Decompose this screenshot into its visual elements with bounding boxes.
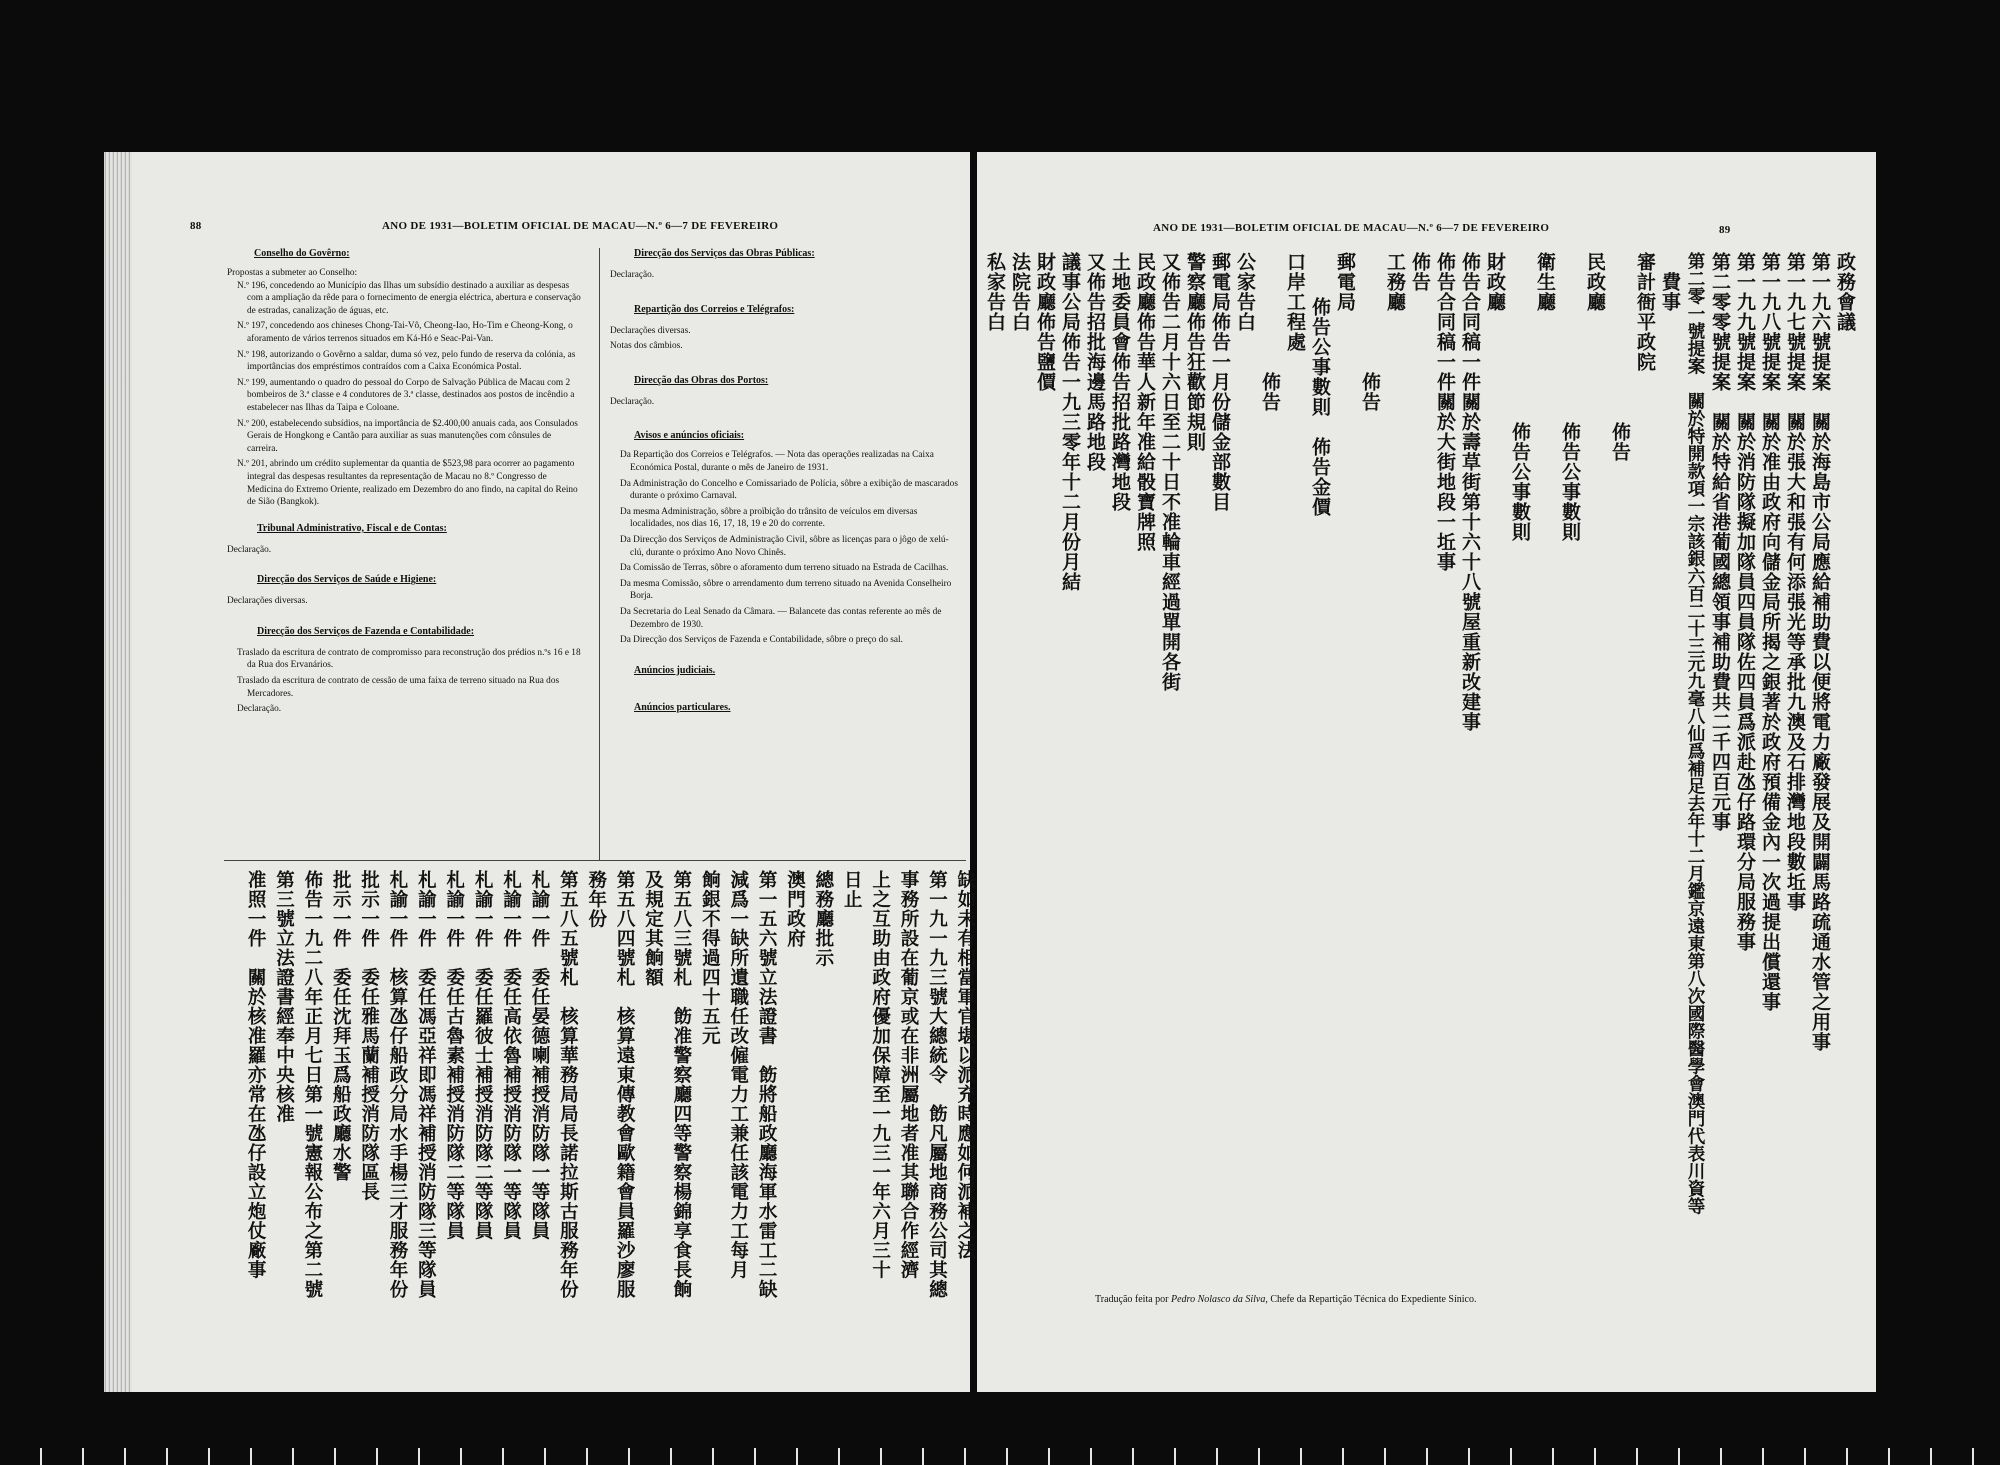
cjk-line: 第二零一號提案 關於特開款項一宗該銀六百二十三元九毫八仙爲補足去年十二月鑑京遠東第八次國際醫學會澳門代表川資等 <box>1685 252 1705 1215</box>
cjk-line: 札諭一件 委任馮亞祥即馮祥補授消防隊三等隊員 <box>415 870 437 1299</box>
cjk-line: 警察廳佈告狂歡節規則 <box>1184 252 1206 452</box>
column-divider <box>599 248 600 860</box>
cjk-line: 佈告公事數則 <box>1559 422 1581 542</box>
fazenda-title: Direcção dos Serviços de Fazenda e Contabilidade: <box>257 625 475 637</box>
credit-name: Pedro Nolasco da Silva, <box>1171 1294 1268 1305</box>
aviso-item: Da Secretaria do Leal Senado da Câmara. — Balancete das contas referente ao mês de Dezembro de 1930. <box>620 606 942 630</box>
cjk-line: 衛生廳 <box>1534 252 1556 312</box>
saude-text: Declarações diversas. <box>227 596 308 607</box>
fazenda-list <box>237 647 582 716</box>
cjk-line: 佈告合同稿一件關於壽草街第十六十八號屋重新改建事 <box>1459 252 1481 732</box>
tribunal-title: Tribunal Administrativo, Fiscal e de Contas: <box>257 522 447 534</box>
cjk-line: 審計衙平政院 <box>1634 252 1656 372</box>
left-page-number: 88 <box>190 220 202 232</box>
cjk-line: 准照一件 關於核准羅亦常在氹仔設立炮仗廠事 <box>245 870 267 1280</box>
left-page <box>104 152 976 1392</box>
cjk-line: 批示一件 委任雅馬蘭補授消防隊區長 <box>358 870 380 1202</box>
binding-edge <box>104 152 132 1392</box>
particulares-title: Anúncios particulares. <box>634 701 731 713</box>
aviso-item: Da mesma Comissão, sôbre o arrendamento dum terreno situado na Avenida Conselheiro Borja. <box>620 578 952 602</box>
cjk-line: 缺如未有相當軍官堪以派充時應如何派補之法 <box>954 870 976 1260</box>
cjk-line: 佈告公事數則 <box>1509 422 1531 542</box>
cjk-line: 又佈告二月十六日至二十日不准輪車經過單開各街 <box>1159 252 1181 692</box>
cjk-line: 務年份 <box>585 870 607 929</box>
obras-publicas-title: Direcção dos Serviços das Obras Públicas: <box>634 248 815 259</box>
aviso-item: Da mesma Administração, sôbre a proïbição do trânsito de veículos em diversas localidades, nos dias 16, 17, 18, 19 e 20 do corrente. <box>620 506 918 530</box>
translation-credit <box>1095 1294 1476 1305</box>
correios-list <box>610 325 965 353</box>
left-column-2 <box>610 248 965 713</box>
proposta-196: N.º 196, concedendo ao Município das Ilhas um subsídio destinado a auxiliar as despesas com a ampliação da rêde para o fornecimento de energia eléctrica, abertura e conservação de estradas, canalização de águas, etc. <box>237 280 581 316</box>
conselho-intro: Propostas a submeter ao Conselho: <box>227 268 358 278</box>
cjk-line: 議事公局佈告一九三零年十二月份月結 <box>1059 252 1081 592</box>
proposta-200: N.º 200, estabelecendo subsídios, na importância de $2.400,00 anuais cada, aos Consulados Gerais de Hongkong e Cantão para auxiliar as suas manutenções com cônsules de carreira. <box>237 418 578 454</box>
cjk-line: 郵電局佈告一月份儲金部數目 <box>1209 252 1231 512</box>
cjk-line: 日止 <box>841 870 863 909</box>
scan-edge-strip <box>0 1448 2000 1465</box>
cjk-line: 第二零零號提案 關於特給省港葡國總領事補助費共二千四百元事 <box>1709 252 1731 832</box>
cjk-line: 第一九一九三號大總統令 飭凡屬地商務公司其總 <box>926 870 948 1299</box>
avisos-list <box>620 449 962 646</box>
cjk-line: 總務廳批示 <box>812 870 834 968</box>
cjk-line: 札諭一件 委任古魯素補授消防隊二等隊員 <box>443 870 465 1241</box>
obras-publicas-text: Declaração. <box>610 270 655 280</box>
cjk-line: 札諭一件 委任晏德喇補授消防隊一等隊員 <box>528 870 550 1241</box>
cjk-line: 土地委員會佈告招批路灣地段 <box>1109 252 1131 512</box>
cjk-line: 佈告 <box>1259 372 1281 412</box>
cjk-line: 費事 <box>1659 272 1681 312</box>
proposta-199: N.º 199, aumentando o quadro do pessoal do Corpo de Salvação Pública de Macau com 2 bombeiros de 3.ª classe e 4 condutores de 3.ª classe, destinados aos postos de incêndio a estabelecer nas Ilhas da Taipa e Coloane. <box>237 377 575 413</box>
conselho-title: Conselho do Govêrno: <box>254 248 350 259</box>
left-page-header: ANO DE 1931—BOLETIM OFICIAL DE MACAU—N.º 6—7 DE FEVEREIRO <box>382 220 779 232</box>
cjk-contents <box>224 870 1064 1299</box>
cjk-line: 第五八三號札 飭准警察廳四等警察楊錦享食長餉 <box>670 870 692 1299</box>
right-page-header: ANO DE 1931—BOLETIM OFICIAL DE MACAU—N.º 6—7 DE FEVEREIRO <box>1153 222 1550 234</box>
proposta-198: N.º 198, autorizando o Govêrno a saldar, duma só vez, pelo fundo de reserva da colónia, as importâncias dos empréstimos contraídos com a Caixa Económica Postal. <box>237 349 576 373</box>
judiciais-title: Anúncios judiciais. <box>634 664 716 676</box>
credit-prefix: Tradução feita por <box>1095 1294 1169 1305</box>
cjk-line: 民政廳 <box>1584 252 1606 312</box>
proposta-201: N.º 201, abrindo um crédito suplementar da quantia de $523,98 para ocorrer ao pagamento integral das despesas resultantes da representação de Macau no 8.º Congresso de Medicina do Extremo Oriente, realizado em Dezembro do ano findo, na capital do Reino de Sião (Bangkok). <box>237 459 578 508</box>
cjk-line: 郵電局 <box>1334 252 1356 312</box>
cjk-line: 財政廳 <box>1484 252 1506 312</box>
fazenda-item: Traslado da escritura de contrato de compromisso para reconstrução dos prédios n.ºs 16 e 18 da Rua dos Ervanários. <box>237 647 581 671</box>
aviso-item: Da Direcção dos Serviços de Fazenda e Contabilidade, sôbre o preço do sal. <box>620 635 903 646</box>
aviso-item: Da Administração do Concelho e Comissariado de Polícia, sôbre a exibição de mascarados durante o próximo Carnaval. <box>620 478 958 502</box>
portos-text: Declaração. <box>610 396 655 407</box>
saude-title: Direcção dos Serviços de Saúde e Higiene: <box>257 574 437 586</box>
cjk-line: 佈告 <box>1609 422 1631 462</box>
cjk-line: 口岸工程處 <box>1284 252 1306 352</box>
cjk-line: 第五八四號札 核算遠東傳教會歐籍會員羅沙廖服 <box>614 870 636 1299</box>
section-divider <box>224 860 966 861</box>
portos-title: Direcção das Obras dos Portos: <box>634 374 769 386</box>
cjk-line: 第一九八號提案 關於准由政府向儲金局所揭之銀著於政府預備金內一次過提出償還事 <box>1759 252 1781 1012</box>
cjk-line: 財政廳佈告鹽價 <box>1034 252 1056 392</box>
aviso-item: Da Direcção dos Serviços de Administração Civil, sôbre as licenças para o jôgo de xelú-clú, durante o próximo Ano Novo Chinês. <box>620 534 949 558</box>
cjk-line: 私家告白 <box>984 252 1006 332</box>
right-page-number: 89 <box>1719 224 1731 236</box>
proposta-197: N.º 197, concedendo aos chineses Chong-Tai-Vô, Cheong-Iao, Ho-Tim e Cheong-Kong, o aforamento de vários terrenos situados em Ká-Hó e Seac-Pai-Van. <box>237 321 573 344</box>
cjk-line: 上之互助由政府優加保障至一九三一年六月三十 <box>869 870 891 1280</box>
cjk-line: 及規定其餉額 <box>642 870 664 987</box>
cjk-line: 札諭一件 委任高依魯補授消防隊一等隊員 <box>500 870 522 1241</box>
correios-item: Notas dos câmbios. <box>610 341 683 352</box>
cjk-line: 減爲一缺所遺職任改僱電力工兼任該電力工每月 <box>727 870 749 1280</box>
cjk-line: 佈告 <box>1359 372 1381 412</box>
cjk-line: 法院告白 <box>1009 252 1031 332</box>
correios-title: Repartição dos Correios e Telégrafos: <box>634 303 795 315</box>
cjk-line: 佈告一九二八年正月七日第一號憲報公布之第二號 <box>301 870 323 1299</box>
cjk-line: 批示一件 委任沈拜玉爲船政廳水警 <box>330 870 352 1182</box>
cjk-line: 佈告合同稿一件關於大街地段一坵事 <box>1434 252 1456 572</box>
correios-item: Declarações diversas. <box>610 325 691 336</box>
credit-suffix: Chefe da Repartição Técnica do Expediente Sínico. <box>1270 1294 1477 1305</box>
cjk-line: 公家告白 <box>1234 252 1256 332</box>
tribunal-text: Declaração. <box>227 544 272 555</box>
cjk-line: 第一九六號提案 關於海島市公局應給補助費以便將電力廠發展及開闢馬路疏通水管之用事 <box>1809 252 1831 1052</box>
cjk-line: 佈告公事數則 佈告金價 <box>1309 297 1331 517</box>
cjk-line: 第一五六號立法證書 飭將船政廳海軍水雷工二缺 <box>756 870 778 1299</box>
cjk-line: 佈告 <box>1409 252 1431 292</box>
right-page <box>977 152 1876 1392</box>
cjk-line: 第一九九號提案 關於消防隊擬加隊員四員隊佐四員爲派赴氹仔路環分局服務事 <box>1734 252 1756 952</box>
cjk-line: 第五八五號札 核算華務局局長諾拉斯古服務年份 <box>557 870 579 1299</box>
cjk-line: 政務會議 <box>1834 252 1856 332</box>
cjk-line: 又佈告招批海邊馬路地段 <box>1084 252 1106 472</box>
fazenda-item: Declaração. <box>237 704 282 715</box>
cjk-line: 第一九七號提案 關於張大和張有何添張光等承批九澳及石排灣地段數坵事 <box>1784 252 1806 912</box>
cjk-contents <box>984 252 1857 1215</box>
cjk-line: 澳門政府 <box>784 870 806 948</box>
avisos-title: Avisos e anúncios oficiais: <box>634 430 745 442</box>
cjk-line: 餉銀不得過四十五元 <box>699 870 721 1046</box>
cjk-line: 札諭一件 委任羅彼士補授消防隊二等隊員 <box>472 870 494 1241</box>
fazenda-item: Traslado da escritura de contrato de cessão de uma faixa de terreno situado na Rua dos Mercadores. <box>237 676 560 699</box>
cjk-line: 工務廳 <box>1384 252 1406 312</box>
cjk-line: 札諭一件 核算氹仔船政分局水手楊三才服務年份 <box>387 870 409 1299</box>
cjk-line: 民政廳佈告華人新年准給骰寶牌照 <box>1134 252 1156 552</box>
aviso-item: Da Comissão de Terras, sôbre o aforamento dum terreno situado na Estrada de Cacilhas. <box>620 563 949 574</box>
cjk-line: 事務所設在葡京或在非洲屬地者准其聯合作經濟 <box>898 870 920 1280</box>
aviso-item: Da Repartição dos Correios e Telégrafos. — Nota das operações realizadas na Caixa Económica Postal, durante o mês de Janeiro de 1931. <box>620 450 934 473</box>
propostas-list <box>237 280 582 509</box>
cjk-line: 第三號立法證書經奉中央核准 <box>273 870 295 1124</box>
